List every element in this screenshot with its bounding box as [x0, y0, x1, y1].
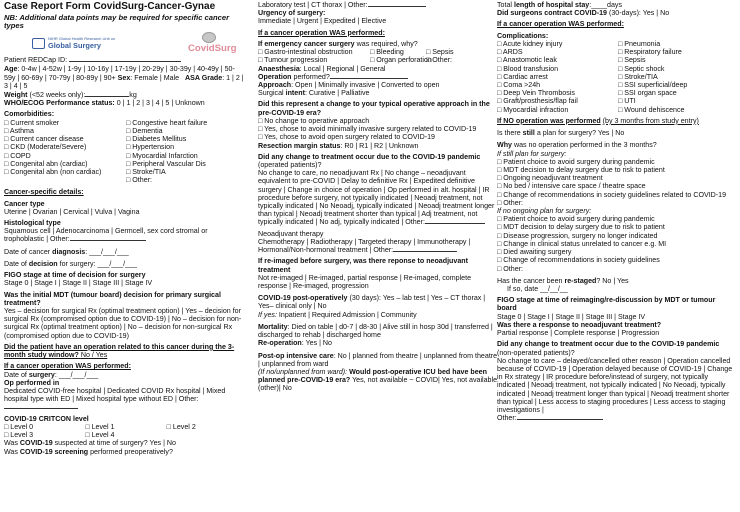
column-2: Laboratory test | CT thorax | Other: Urgency of surgery: Immediate | Urgent | Expedited | Elective If a cancer operation WAS performed: If emergency cancer surgery was required, why? □ Gastro-intestinal obstruction □ Bleeding □ Sepsis □ Tumour progression □ Organ perforation □ Other: Anaesthesia: Local | Regional | General Operation performed? Approach: Open | Minimally invasive | Converted to open Surgical intent: Curative | Palliative Did this represent a change to your typical operative approach in the pre-COVID-19 era? □ No change to operative approach □ Yes, chose to avoid minimally invasive surgery related to COVID-19 □ Yes, chose to avoid open surgery related to COVID-19 Resection margin status: R0 | R1 | R2 | Unknown Did any change to treatment occur due to the COVID-19 pandemic (operated patients)? No change to care, no neoadjuvant Rx | No change – neoadjuvant equivalent to pre-COVID | Delay to definitive Rx | Expedited definitive surgery | Change in choice of operation | Op performed in alt. hospital | IR procedure before surgery, not typically indicated | Neoadj treatment, not typically indicated | No Neoadj, typically indicated | Neoadj treatment longer than typical | Neoadj treatment shorter than typical | Adj treatment, not typically indicated | No adj, typically indicated | Other: Neoadjuvant therapy Chemotherapy | Radiotherapy | Targeted therapy | Immunotherapy | Hormonal/Non-hormonal treatment | Other: If re-imaged before surgery, was there reponse to neoadjuvant treatment Not re-imaged | Re-imaged, partial response | Re-imaged, complete response | Re-imaged, progression COVID-19 post-operatively (30 days): Yes – lab test | Yes – CT thorax | Yes– clinical only | No If yes: Inpatient | Required Admission | Community Mortality: Died on table | d0-7 | d8-30 | Alive still in hosp 30d | transferred | discharged to rehab | discharged home Re-operation: Yes | No Post-op intensive care: No | planned from theatre | unplanned from theatre | unplanned from ward (If no/unplanned from ward): Would post-operative ICU bed have been planned pre-COVID-19 era? Yes, not available ~ COVID| Yes, not available (other)| No: [258, 1, 498, 393]
comorbidity-option[interactable]: □ COPD: [4, 151, 31, 160]
complication-option[interactable]: □ Graft/prosthesis/flap fail: [497, 97, 578, 106]
complication-option[interactable]: □ Stroke/TIA: [618, 72, 658, 81]
approach-row: Approach: Open | Minimally invasive | Converted to open: [258, 80, 440, 89]
anaesthesia-row: Anaesthesia: Local | Regional | General: [258, 64, 386, 73]
complications-grid: [497, 40, 737, 114]
complication-option[interactable]: □ ARDS: [497, 48, 523, 57]
complications-left: [497, 40, 616, 114]
comorbidities-left: [4, 119, 124, 185]
comorbidity-option[interactable]: □ Dementia: [126, 126, 163, 135]
still-plan-row: Is there still a plan for surgery? Yes | No: [497, 129, 625, 138]
complication-option[interactable]: □ Deep Vein Thrombosis: [497, 89, 575, 98]
surgery-date-row: Date of surgery: ___/___/___: [4, 370, 99, 379]
no-plan-reason[interactable]: □ Disease progression, surgery no longer indicated: [497, 231, 658, 240]
covid-postop-row: COVID-19 post-operatively (30 days): Yes – lab test | Yes – CT thorax | Yes– clinical only | No: [258, 294, 486, 311]
covid-screening-row: Was COVID-19 screening performed preoperatively?: [4, 447, 173, 456]
complication-option[interactable]: □ Coma >24h: [497, 80, 541, 89]
critcon-option[interactable]: □ Level 4: [85, 431, 115, 440]
operation-3m-question: Did the patient have an operation related to this cancer during the 3-month study window? No / Yes: [4, 342, 235, 360]
diagnosis-date-row: Date of cancer diagnosis: ___/___/___: [4, 247, 129, 256]
column-1: Case Report Form CovidSurg-Cancer-Gynae NB: Additional data points may be required for specific cancer types NIHR Global Health Research Unit on Global Surgery CovidSurg Patient REDCap ID: Age: 0-4w | 4-52w | 1-9y | 10-16y | 17-19y | 20-29y | 30-39y | 40-49y | 50-59y | 60-69y | 70-79y | 80-89y | 90+ Sex: Female | Male ASA Grade: 1 | 2 | 3 | 4 | 5 Weight (<52 weeks only): kg WHO/ECOG Performance status: 0 | 1 | 2 | 3 | 4 | 5 | Unknown Comorbidities: □ Current smoker □ Asthma □ Current cancer disease □ CKD (Moderate/Severe) □ COPD □ Congenital abn (cardiac) □ Congenital abn (non cardiac) □ Congestive heart failure □ Dementia □ Diabetes Mellitus □ Hypertension □ Myocardial Infarction □ Peripheral Vascular Dis □ Stroke/TIA □ Other: Cancer-specific details: Cancer type Uterine | Ovarian | Cervical | Vulva | Vagina Histological type Squamous cell | Adenocarcinoma | Germcell, sex cord stromal or trophoblastic | Other: Date of cancer diagnosis: ___/___/___ Date of decision for surgery: ___/___/___ FIGO stage at time of decision for surgery Stage 0 | Stage I | Stage II | Stage III | Stage IV Was the initial MDT (tumour board) decision for primary surgical treatment? Yes – decision for surgical Rx (optimal treatment option) | Yes – decision for surgical Rx (compromised option due to COVID-19) | No – decision for non-surgical Rx (optimal treatment option) | No – decision for non-surgical Rx (compromised option due to COVID-19) Did the patient have an operation related to this cancer during the 3-month study window? No / Yes If a cancer operation WAS performed: Date of surgery: ___/___/___ Op performed in Dedicated COVID-free hospital | Dedicated COVID Rx hospital | Mixed hospital type with ED | Mixed hospital type without ED | Other: COVID-19 CRITCON level □ Level 0 □ Level 1 □ Level 2 □ Level 3 □ Level 4 Was COVID-19 suspected at time of surgery? Yes | No Was COVID-19 screening performed preoperatively?: [4, 1, 246, 456]
comorbidity-option[interactable]: □ Myocardial Infarction: [126, 151, 198, 160]
diagnosis-date-field[interactable]: ___/___/___: [89, 247, 129, 256]
length-of-stay-field[interactable]: :____days: [589, 1, 622, 9]
comorbidity-option[interactable]: □ Peripheral Vascular Dis: [126, 159, 206, 168]
complication-option[interactable]: □ Respiratory failure: [618, 48, 682, 57]
figo-options[interactable]: Stage 0 | Stage I | Stage II | Stage III | Stage IV: [4, 279, 153, 288]
urgency-options[interactable]: Immediate | Urgent | Expedited | Elective: [258, 17, 387, 26]
emergency-reason-option[interactable]: □ Gastro-intestinal obstruction: [258, 48, 353, 57]
emergency-reason-options: [258, 48, 498, 64]
mortality-options[interactable]: : Died on table | d0-7 | d8-30 | Alive still in hosp 30d | transferred | discharged to rehab | discharged home: [258, 322, 493, 340]
comorbidity-option[interactable]: □ Other:: [126, 176, 152, 185]
still-plan-options[interactable]: a plan for surgery? Yes | No: [536, 129, 625, 138]
weight-row: Weight (<52 weeks only): kg: [4, 90, 137, 99]
mdt-options[interactable]: Yes – decision for surgical Rx (optimal treatment option) | Yes – decision for surgical Rx (compromised option due to COVID-19) | No – decision for non-surgical Rx (optimal treatment option) | No – decision for non-surgical Rx (compromised option due to COVID-19): [4, 307, 242, 340]
intent-row: Surgical intent: Curative | Palliative: [258, 89, 370, 98]
column-3: Total length of hospital stay:____days Did surgeons contract COVID-19 (30-days): Yes | No If a cancer operation WAS performed: Complications: □ Acute kidney injury □ ARDS □ Anastomotic leak □ Blood transfusion □ Cardiac arrest □ Coma >24h □ Deep Vein Thrombosis □ Graft/prosthesis/flap fail □ Myocardial infraction □ Pneumonia □ Respiratory failure □ Sepsis □ Septic shock □ Stroke/TIA □ SSI superficial/deep □ SSI organ space □ UTI □ Wound dehiscence If NO operation was performed (by 3 months from study entry) Is there still a plan for surgery? Yes | No Why was no operation performed in the 3 months? If still plan for surgery: □ Patient choice to avoid surgery during pandemic □ MDT decision to delay surgery due to risk to patient □ Ongoing neoadjuvant treatment □ No bed / intensive care space / theatre space □ Change of recommendations in society guidelines related to COVID-19 □ Other: If no ongoing plan for surgery: □ Patient choice to avoid surgery during pandemic □ MDT decision to delay surgery due to risk to patient □ Disease progression, surgery no longer indicated □ Change in clinical status unrelated to cancer e.g. MI □ Died awaiting surgery □ Change of recommendations in society guidelines □ Other: Has the cancer been re-staged? No | Yes If so, date __/__/__ FIGO stage at time of reimaging/re-discussion by MDT or tumour board Stage 0 | Stage I | Stage II | Stage III | Stage IV Was there a response to neoadjuvant treatment? Partial response | Complete response | Progression Did any change to treatment occur due to the COVID-19 pandemic (non-operated patients)? No change to care – delayed/cancelled other reason | Operation cancelled because of COVID-19 | Operation delayed because of COVID-19 | Change in Rx strategy | IR procedure before/instead of surgery, not typically indicated | Neoadj treatment, not typically indicated | No Neoadj, typically indicated | Neoadj treatment longer than typical | Neoadj treatment shorter than typical | Less access to staging procedures | Less access to staging investigations | Other:: [497, 1, 737, 423]
comorbidities-grid: [4, 119, 246, 185]
weight-field[interactable]: [85, 91, 129, 97]
comorbidity-option[interactable]: □ Asthma: [4, 126, 34, 135]
complication-option[interactable]: □ SSI organ space: [618, 89, 677, 98]
comorbidities-heading: Comorbidities:: [4, 110, 55, 119]
complication-option[interactable]: □ Pneumonia: [618, 39, 661, 48]
restaged-date-row: If so, date __/__/__: [507, 285, 568, 293]
no-plan-reason[interactable]: □ Died awaiting surgery: [497, 248, 572, 257]
still-plan-reasons: [497, 158, 737, 207]
comorbidity-option[interactable]: □ Current smoker: [4, 118, 60, 127]
covid-suspected-options[interactable]: suspected at time of surgery? Yes | No: [54, 439, 176, 448]
covid-postop-options[interactable]: (30 days): Yes – lab test | Yes – CT thorax | Yes– clinical only | No: [258, 294, 486, 311]
redcap-id-row: Patient REDCap ID:: [4, 56, 246, 64]
critcon-option[interactable]: □ Level 1: [85, 422, 115, 431]
still-plan-reason[interactable]: □ Ongoing neoadjuvant treatment: [497, 174, 603, 183]
covidsurg-logo: CovidSurg: [180, 32, 246, 55]
nonop-other-field[interactable]: [517, 414, 603, 420]
ecog-row: WHO/ECOG Performance status: 0 | 1 | 2 | 3 | 4 | 5 | Unknown: [4, 99, 205, 108]
no-plan-reason[interactable]: □ Change of recommendations in society guidelines: [497, 256, 660, 265]
typical-approach-option[interactable]: □ No change to operative approach: [258, 116, 370, 125]
mortality-row: Mortality: Died on table | d0-7 | d8-30 | Alive still in hosp 30d | transferred | discharged to rehab | discharged home: [258, 322, 493, 340]
reimaged-options[interactable]: Not re-imaged | Re-imaged, partial response | Re-imaged, complete response | Re-imaged, progression: [258, 273, 472, 290]
no-plan-reason[interactable]: □ Change in clinical status unrelated to cancer e.g. MI: [497, 239, 667, 248]
no-operation-heading: If NO operation was performed (by 3 months from study entry): [497, 116, 699, 125]
asa-options[interactable]: : 1 | 2 | 3 | 4 | 5: [4, 73, 244, 90]
screening-type-options[interactable]: Laboratory test | CT thorax | Other:: [258, 1, 498, 9]
complication-option[interactable]: □ SSI superficial/deep: [618, 80, 688, 89]
resection-options[interactable]: : R0 | R1 | R2 | Unknown: [340, 141, 419, 150]
comorbidity-option[interactable]: □ Congenital abn (cardiac): [4, 159, 88, 168]
globe-icon: [202, 32, 216, 43]
operation-field[interactable]: [330, 73, 408, 79]
complication-option[interactable]: □ Septic shock: [618, 64, 665, 73]
redcap-id-field[interactable]: [69, 56, 181, 62]
no-plan-reason[interactable]: □ MDT decision to delay surgery due to risk to patient: [497, 223, 665, 232]
reoperation-options[interactable]: : Yes | No: [301, 339, 332, 348]
form-title: Case Report Form CovidSurg-Cancer-Gynae: [4, 1, 216, 12]
complication-option[interactable]: □ Wound dehiscence: [618, 105, 685, 114]
length-of-stay-row: Total length of hospital stay:____days: [497, 1, 622, 9]
icu-options[interactable]: : No | planned from theatre | unplanned from theatre | unplanned from ward: [258, 351, 498, 368]
still-plan-reason[interactable]: □ Patient choice to avoid surgery during pandemic: [497, 157, 655, 166]
emergency-reason-option[interactable]: □ Organ perforation: [370, 56, 432, 65]
operation-3m-options[interactable]: No / Yes: [80, 351, 108, 360]
nonop-other-row: Other:: [497, 414, 737, 422]
ecog-options[interactable]: 0 | 1 | 2 | 3 | 4 | 5 | Unknown: [116, 99, 205, 108]
covid-suspected-row: Was COVID-19 suspected at time of surgery? Yes | No: [4, 439, 176, 448]
treatment-change-options[interactable]: No change to care, no neoadjuvant Rx | No change – neoadjuvant equivalent to pre-COVID | Delay to definitive Rx | Expedited definitive surgery | Change in choice of operation | Op performed in alt. hospital | IR procedure before surgery, not typically indicated | Neoadj treatment, not typically indicated | No Neoadj, typically indicated | Neoadj treatment longer than typical | Neoadj treatment shorter than typical | Adj treatment, not typically indicated | No adj, typically indicated | Other:: [258, 169, 495, 227]
intent-options[interactable]: : Curative | Palliative: [304, 89, 370, 98]
no-plan-reasons: [497, 215, 737, 273]
comorbidities-right: [126, 119, 246, 185]
no-plan-reason[interactable]: □ Other:: [497, 264, 523, 273]
approach-options[interactable]: : Open | Minimally invasive | Converted to open: [291, 80, 440, 89]
sex-options[interactable]: : Female |: [130, 73, 162, 82]
comorbidity-option[interactable]: □ Stroke/TIA: [126, 167, 166, 176]
op-location-options[interactable]: Dedicated COVID-free hospital | Dedicated COVID Rx hospital | Mixed hospital type with ED | Mixed hospital type without ED | Other:: [4, 387, 246, 412]
if-yes-row: If yes: Inpatient | Required Admission | Community: [258, 310, 417, 319]
complication-option[interactable]: □ Anastomotic leak: [497, 56, 557, 65]
complication-option[interactable]: □ Cardiac arrest: [497, 72, 548, 81]
why-row: Why was no operation performed in the 3 months?: [497, 141, 657, 150]
histology-options[interactable]: Squamous cell | Adenocarcinoma | Germcell, sex cord stromal or trophoblastic | Other:: [4, 227, 208, 244]
comorbidity-option[interactable]: □ Congestive heart failure: [126, 118, 208, 127]
complication-option[interactable]: □ Sepsis: [618, 56, 646, 65]
restaged-date-field[interactable]: __/__/__: [540, 285, 568, 293]
age-row: Age: 0-4w | 4-52w | 1-9y | 10-16y | 17-19y | 20-29y | 30-39y | 40-49y | 50-59y | 60-69y | 70-79y | 80-89y | 90+ Sex: Female | Male ASA Grade: 1 | 2 | 3 | 4 | 5: [4, 65, 244, 90]
still-plan-reason[interactable]: □ Other:: [497, 198, 523, 207]
reoperation-row: Re-operation: Yes | No: [258, 339, 332, 348]
cancer-details-heading: Cancer-specific details:: [4, 188, 84, 197]
typical-approach-option[interactable]: □ Yes, chose to avoid open surgery related to COVID-19: [258, 133, 436, 142]
surgeon-covid-row: Did surgeons contract COVID-19 (30-days): Yes | No: [497, 9, 670, 18]
anaesthesia-options[interactable]: : Local | Regional | General: [299, 64, 386, 73]
comorbidity-option[interactable]: □ CKD (Moderate/Severe): [4, 143, 87, 152]
comorbidity-option[interactable]: □ Hypertension: [126, 143, 175, 152]
emergency-reason-option[interactable]: □ Bleeding: [370, 48, 404, 57]
figo-restage-options[interactable]: Stage 0 | Stage I | Stage II | Stage III | Stage IV: [497, 312, 646, 321]
critcon-options: [4, 423, 246, 439]
critcon-option[interactable]: □ Level 2: [166, 422, 196, 431]
restaged-row: Has the cancer been re-staged? No | Yes: [497, 276, 629, 285]
critcon-option[interactable]: □ Level 3: [4, 431, 34, 440]
emergency-reason-option[interactable]: □ Tumour progression: [258, 56, 328, 65]
complication-option[interactable]: □ Myocardial infraction: [497, 105, 569, 114]
no-plan-reason[interactable]: □ Patient choice to avoid surgery during pandemic: [497, 215, 655, 224]
surgeon-covid-options[interactable]: (30-days): Yes | No: [608, 9, 670, 18]
still-plan-reason[interactable]: □ MDT decision to delay surgery due to risk to patient: [497, 165, 665, 174]
decision-date-field[interactable]: ___/___/___: [97, 259, 137, 268]
emergency-reason-option[interactable]: □ Sepsis: [426, 48, 454, 57]
critcon-option[interactable]: □ Level 0: [4, 422, 34, 431]
response-options[interactable]: Partial response | Complete response | Progression: [497, 329, 660, 338]
comorbidity-option[interactable]: □ Diabetes Mellitus: [126, 135, 187, 144]
still-plan-reason[interactable]: □ Change of recommendations in society guidelines related to COVID-19: [497, 190, 727, 199]
operation-row: Operation performed?: [258, 73, 498, 81]
complication-option[interactable]: □ Blood transfusion: [497, 64, 559, 73]
comorbidity-option[interactable]: □ Congenital abn (non cardiac): [4, 167, 102, 176]
still-plan-reason[interactable]: □ No bed / intensive care space / theatre space: [497, 182, 646, 191]
typical-approach-option[interactable]: □ Yes, chose to avoid minimally invasive surgery related to COVID-19: [258, 125, 477, 134]
nihr-emblem-icon: [32, 38, 45, 49]
cancer-type-options[interactable]: Uterine | Ovarian | Cervical | Vulva | Vagina: [4, 207, 140, 216]
icu-planned-row: (If no/unplanned from ward): Would post-operative ICU bed have been planned pre-COVID-19 era? Yes, not available ~ COVID| Yes, not available (other)| No: [258, 367, 498, 393]
logos: [4, 33, 246, 55]
icu-planned-options[interactable]: Yes, not available ~ COVID| Yes, not available (other)| No: [258, 376, 498, 393]
typical-approach-options: [258, 117, 498, 142]
nonop-change-options[interactable]: No change to care – delayed/cancelled other reason | Operation cancelled because of COVID-19 | Operation delayed because of COVID-19 | Change in Rx strategy | IR procedure before/instead of surgery, not typically indicated | Neoadj treatment, not typically indicated | No Neoadj, typically indicated | Neoadj treatment longer than typical | Neoadj treatment shorter than typical | Less access to staging procedures | Less access to staging investigations |: [497, 356, 733, 415]
age-options[interactable]: : 0-4w | 4-52w | 1-9y | 10-16y | 17-19y | 20-29y | 30-39y | 40-49y | 50-59y | 60-69y | 70-79y | 80-89y | 90+: [4, 65, 235, 82]
neoadjuvant-options[interactable]: Chemotherapy | Radiotherapy | Targeted therapy | Immunotherapy | Hormonal/Non-hormonal treatment | Other:: [258, 237, 471, 255]
complication-option[interactable]: □ Acute kidney injury: [497, 39, 563, 48]
form-note: NB: Additional data points may be required for specific cancer types: [4, 12, 230, 31]
emergency-reason-option[interactable]: □ Other:: [426, 56, 452, 65]
if-yes-options[interactable]: Inpatient | Required Admission | Community: [278, 310, 417, 319]
comorbidity-option[interactable]: □ Current cancer disease: [4, 135, 84, 144]
complication-option[interactable]: □ UTI: [618, 97, 636, 106]
surgery-date-field[interactable]: ___/___/___: [58, 370, 99, 379]
nihr-logo: NIHR Global Health Research Unit on Global Surgery: [32, 36, 128, 52]
icu-row: Post-op intensive care: No | planned from theatre | unplanned from theatre | unplanned from ward: [258, 351, 498, 368]
complications-right: [618, 40, 737, 114]
decision-date-row: Date of decision for surgery: ___/___/___: [4, 259, 137, 268]
restaged-options[interactable]: ? No | Yes: [596, 276, 629, 285]
